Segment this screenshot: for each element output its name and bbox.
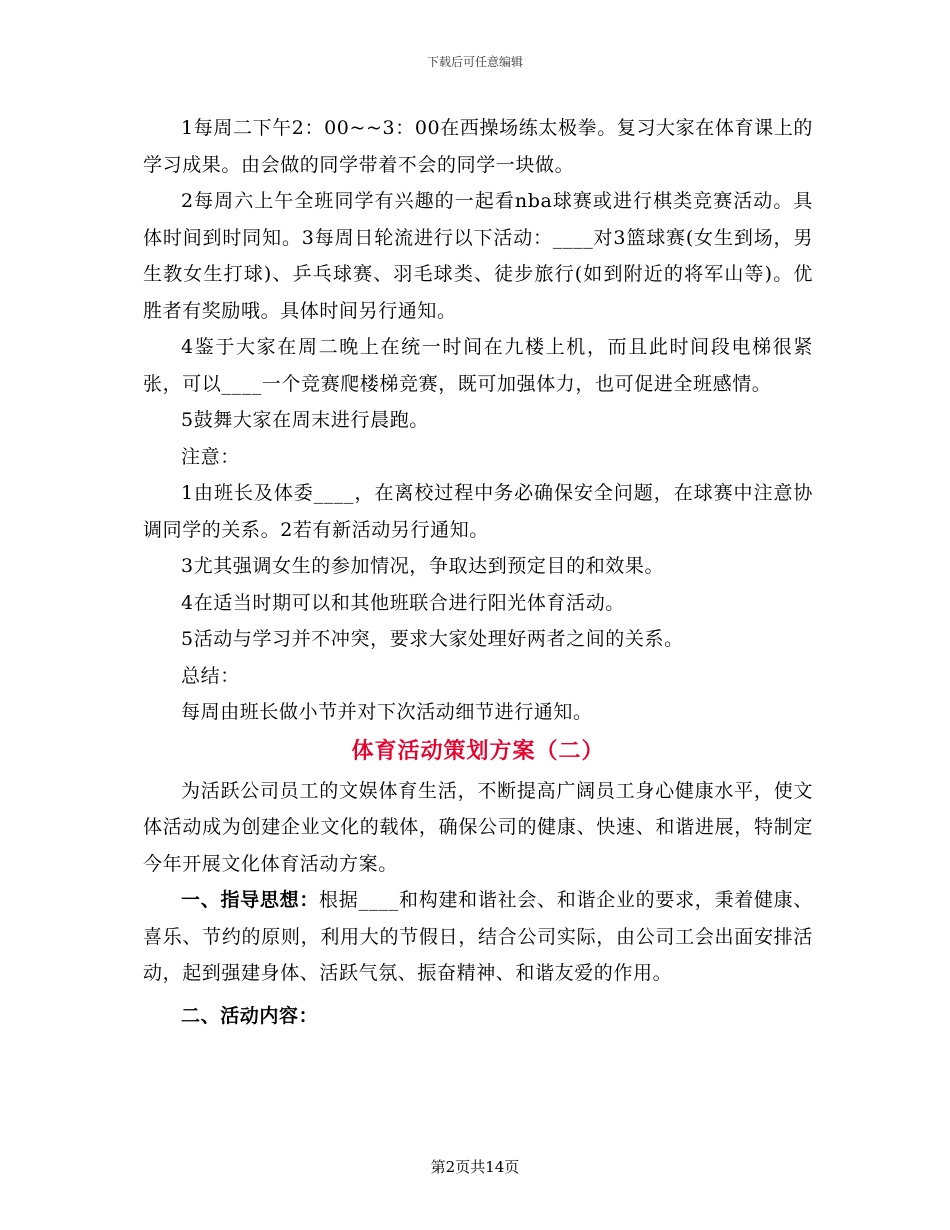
document-body (143, 110, 813, 1034)
paragraph-taiji: 1每周二下午2：00~~3：00在西操场练太极拳。复习大家在体育课上的学习成果。由会做的同学带着不会的同学一块做。 (143, 117, 813, 176)
paragraph-morning-run: 5鼓舞大家在周末进行晨跑。 (181, 409, 429, 431)
notes-label: 注意： (181, 445, 240, 468)
summary-text: 每周由班长做小节并对下次活动细节进行通知。 (181, 701, 593, 723)
note-joint: 4在适当时期可以和其他班联合进行阳光体育活动。 (181, 591, 625, 614)
page-footer: 第2页共14页 (430, 1158, 520, 1176)
note-balance: 5活动与学习并不冲突，要求大家处理好两者之间的关系。 (181, 628, 684, 650)
paragraph-saturday: 2每周六上午全班同学有兴趣的一起看nba球赛或进行棋类竞赛活动。具体时间到时同知。3每周日轮流进行以下活动：____对3篮球赛(女生到场，男生教女生打球)、乒乓球赛、羽毛球类、徒步旅行(如到附近的将军山等)。优胜者有奖励哦。具体时间另行通知。 (143, 190, 813, 322)
activity-heading: 二、活动内容： (181, 1004, 319, 1027)
header-note: 下载后可任意编辑 (426, 55, 523, 69)
guiding-label: 一、指导思想： (181, 889, 320, 911)
paragraph-stairs: 4鉴于大家在周二晚上在统一时间在九楼上机，而且此时间段电梯很紧张，可以____一个竞赛爬楼梯竞赛，既可加强体力，也可促进全班感情。 (143, 336, 813, 395)
section-title: 体育活动策划方案（二） (351, 738, 605, 764)
note-safety: 1由班长及体委____，在离校过程中务必确保安全问题，在球赛中注意协调同学的关系。2若有新活动另行通知。 (143, 482, 813, 541)
paragraph-intro: 为活跃公司员工的文娱体育生活，不断提高广阔员工身心健康水平，使文体活动成为创建企业文化的载体，确保公司的健康、快速、和谐进展，特制定今年开展文化体育活动方案。 (143, 779, 813, 875)
paragraph-guiding (143, 882, 813, 992)
summary-label: 总结： (181, 664, 240, 687)
note-girls: 3尤其强调女生的参加情况，争取达到预定目的和效果。 (181, 555, 665, 577)
guiding-text: 根据____和构建和谐社会、和谐企业的要求，秉着健康、喜乐、节约的原则，利用大的节假日，结合公司实际，由公司工会出面安排活动，起到强建身体、活跃气氛、振奋精神、和谐友爱的作用。 (143, 889, 814, 984)
